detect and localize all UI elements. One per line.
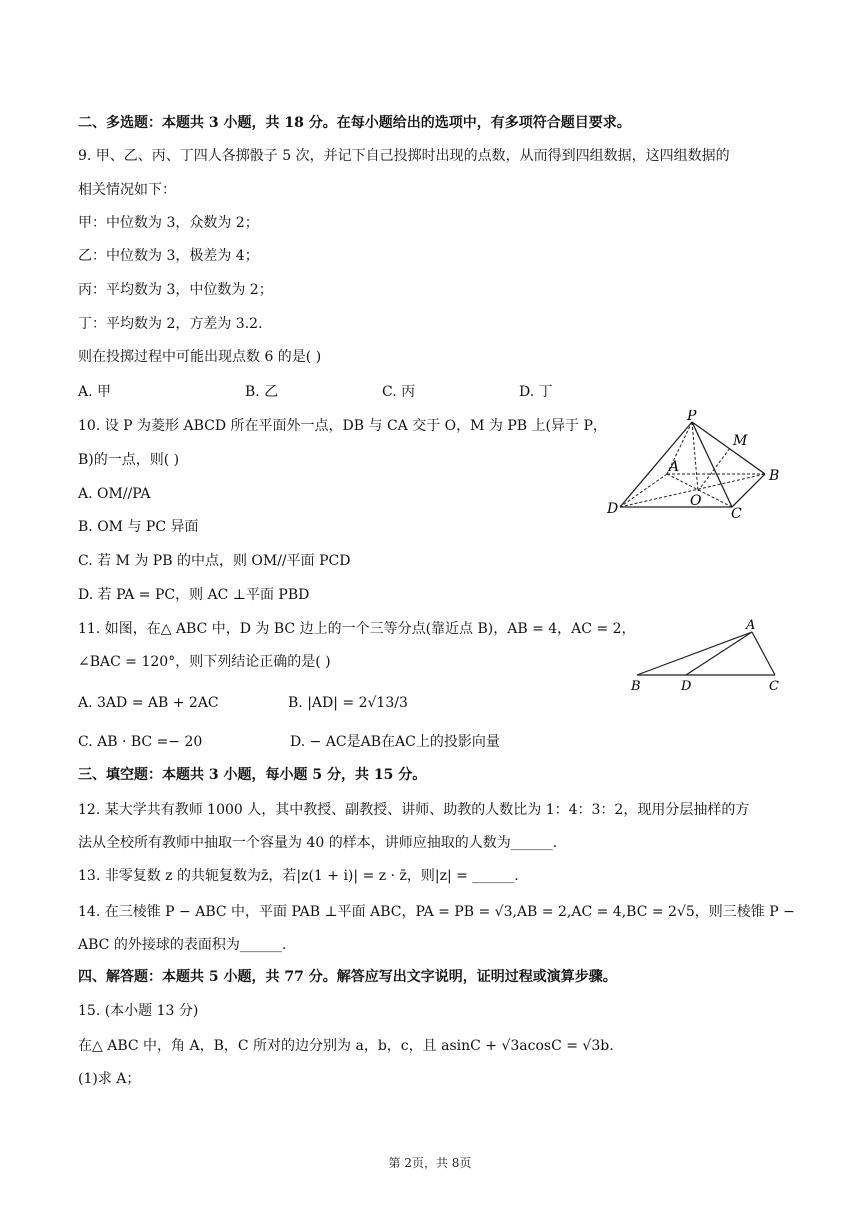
q11-stem-line2: ∠BAC = 120°，则下列结论正确的是( ): [78, 654, 331, 670]
q9-option-b: B. 乙: [245, 384, 279, 400]
q10-option-d: D. 若 PA = PC，则 AC ⊥平面 PBD: [78, 587, 310, 603]
label-B: B: [631, 679, 641, 694]
edge-PB: [692, 422, 765, 474]
q9-condition-yi: 乙：中位数为 3，极差为 4；: [78, 248, 259, 264]
seg-OM: [698, 448, 730, 491]
q11-triangle-figure: [625, 615, 790, 695]
q9-condition-jia: 甲：中位数为 3，众数为 2；: [78, 215, 259, 231]
label-D: D: [681, 679, 692, 694]
q11-stem-line1: 11. 如图，在△ ABC 中，D 为 BC 边上的一个三等分点(靠近点 B)，AB = 4，AC = 2，: [78, 621, 636, 637]
q9-condition-bing: 丙：平均数为 3，中位数为 2；: [78, 282, 273, 298]
q9-question: 则在投掷过程中可能出现点数 6 的是( ): [78, 349, 322, 365]
label-A: A: [669, 459, 680, 475]
q15-stem: 在△ ABC 中，角 A，B，C 所对的边分别为 a，b，c，且 asinC + √3acosC = √3b.: [78, 1038, 614, 1054]
q10-pyramid-figure: [605, 410, 790, 520]
q15-part1: (1)求 A；: [78, 1071, 141, 1087]
q11-option-b: B. |AD| = 2√13/3: [288, 695, 408, 711]
label-O: O: [690, 493, 702, 509]
label-P: P: [687, 410, 697, 424]
q15-title: 15. (本小题 13 分): [78, 1003, 199, 1019]
section3-header: 三、填空题：本题共 3 小题，每小题 5 分，共 15 分。: [78, 767, 427, 783]
q13-line1: 13. 非零复数 z 的共轭复数为z̄，若|z(1 + i)| = z · z̄，则|z| = ______.: [78, 868, 519, 884]
q10-option-c: C. 若 M 为 PB 的中点，则 OM//平面 PCD: [78, 553, 351, 569]
q9-option-d: D. 丁: [519, 384, 553, 400]
q10-stem-line2: B)的一点，则( ): [78, 452, 180, 468]
q9-condition-ding: 丁：平均数为 2，方差为 3.2．: [78, 316, 273, 332]
q9-stem-line2: 相关情况如下：: [78, 182, 176, 198]
side-AB: [637, 632, 752, 675]
q9-option-c: C. 丙: [382, 384, 416, 400]
q11-option-a: A. 3AD = AB + 2AC: [78, 695, 219, 711]
section4-header: 四、解答题：本题共 5 小题，共 77 分。解答应写出文字说明，证明过程或演算步骤。: [78, 969, 617, 985]
label-C: C: [769, 679, 779, 694]
q14-line1: 14. 在三棱锥 P − ABC 中，平面 PAB ⊥平面 ABC，PA = PB = √3,AB = 2,AC = 4,BC = 2√5，则三棱锥 P −: [78, 904, 795, 920]
q10-option-b: B. OM 与 PC 异面: [78, 519, 199, 535]
label-M: M: [733, 433, 748, 449]
section2-header: 二、多选题：本题共 3 小题，共 18 分。在每小题给出的选项中，有多项符合题目要求。: [78, 115, 631, 131]
q9-option-a: A. 甲: [78, 384, 112, 400]
q11-option-d: D. − AC是AB在AC上的投影向量: [290, 734, 500, 750]
label-D: D: [607, 501, 619, 517]
page-footer: 第 2页，共 8页: [388, 1156, 472, 1170]
label-B: B: [769, 468, 780, 484]
edge-PD: [620, 422, 692, 507]
side-AC: [752, 632, 775, 675]
q12-line2: 法从全校所有教师中抽取一个容量为 40 的样本，讲师应抽取的人数为______.: [78, 835, 558, 851]
q12-line1: 12. 某大学共有教师 1000 人，其中教授、副教授、讲师、助教的人数比为 1：4：3：2，现用分层抽样的方: [78, 802, 750, 818]
q11-option-c: C. AB · BC =− 20: [78, 734, 203, 750]
edge-CB: [732, 474, 765, 507]
q9-stem-line1: 9. 甲、乙、丙、丁四人各掷骰子 5 次，并记下自己投掷时出现的点数，从而得到四组数据，这四组数据的: [78, 148, 730, 164]
label-A: A: [746, 618, 756, 633]
q10-option-a: A. OM//PA: [78, 486, 151, 502]
q14-line2: ABC 的外接球的表面积为______.: [78, 937, 287, 953]
q10-stem-line1: 10. 设 P 为菱形 ABCD 所在平面外一点，DB 与 CA 交于 O，M 为 PB 上(异于 P，: [78, 418, 607, 434]
label-C: C: [731, 506, 742, 520]
